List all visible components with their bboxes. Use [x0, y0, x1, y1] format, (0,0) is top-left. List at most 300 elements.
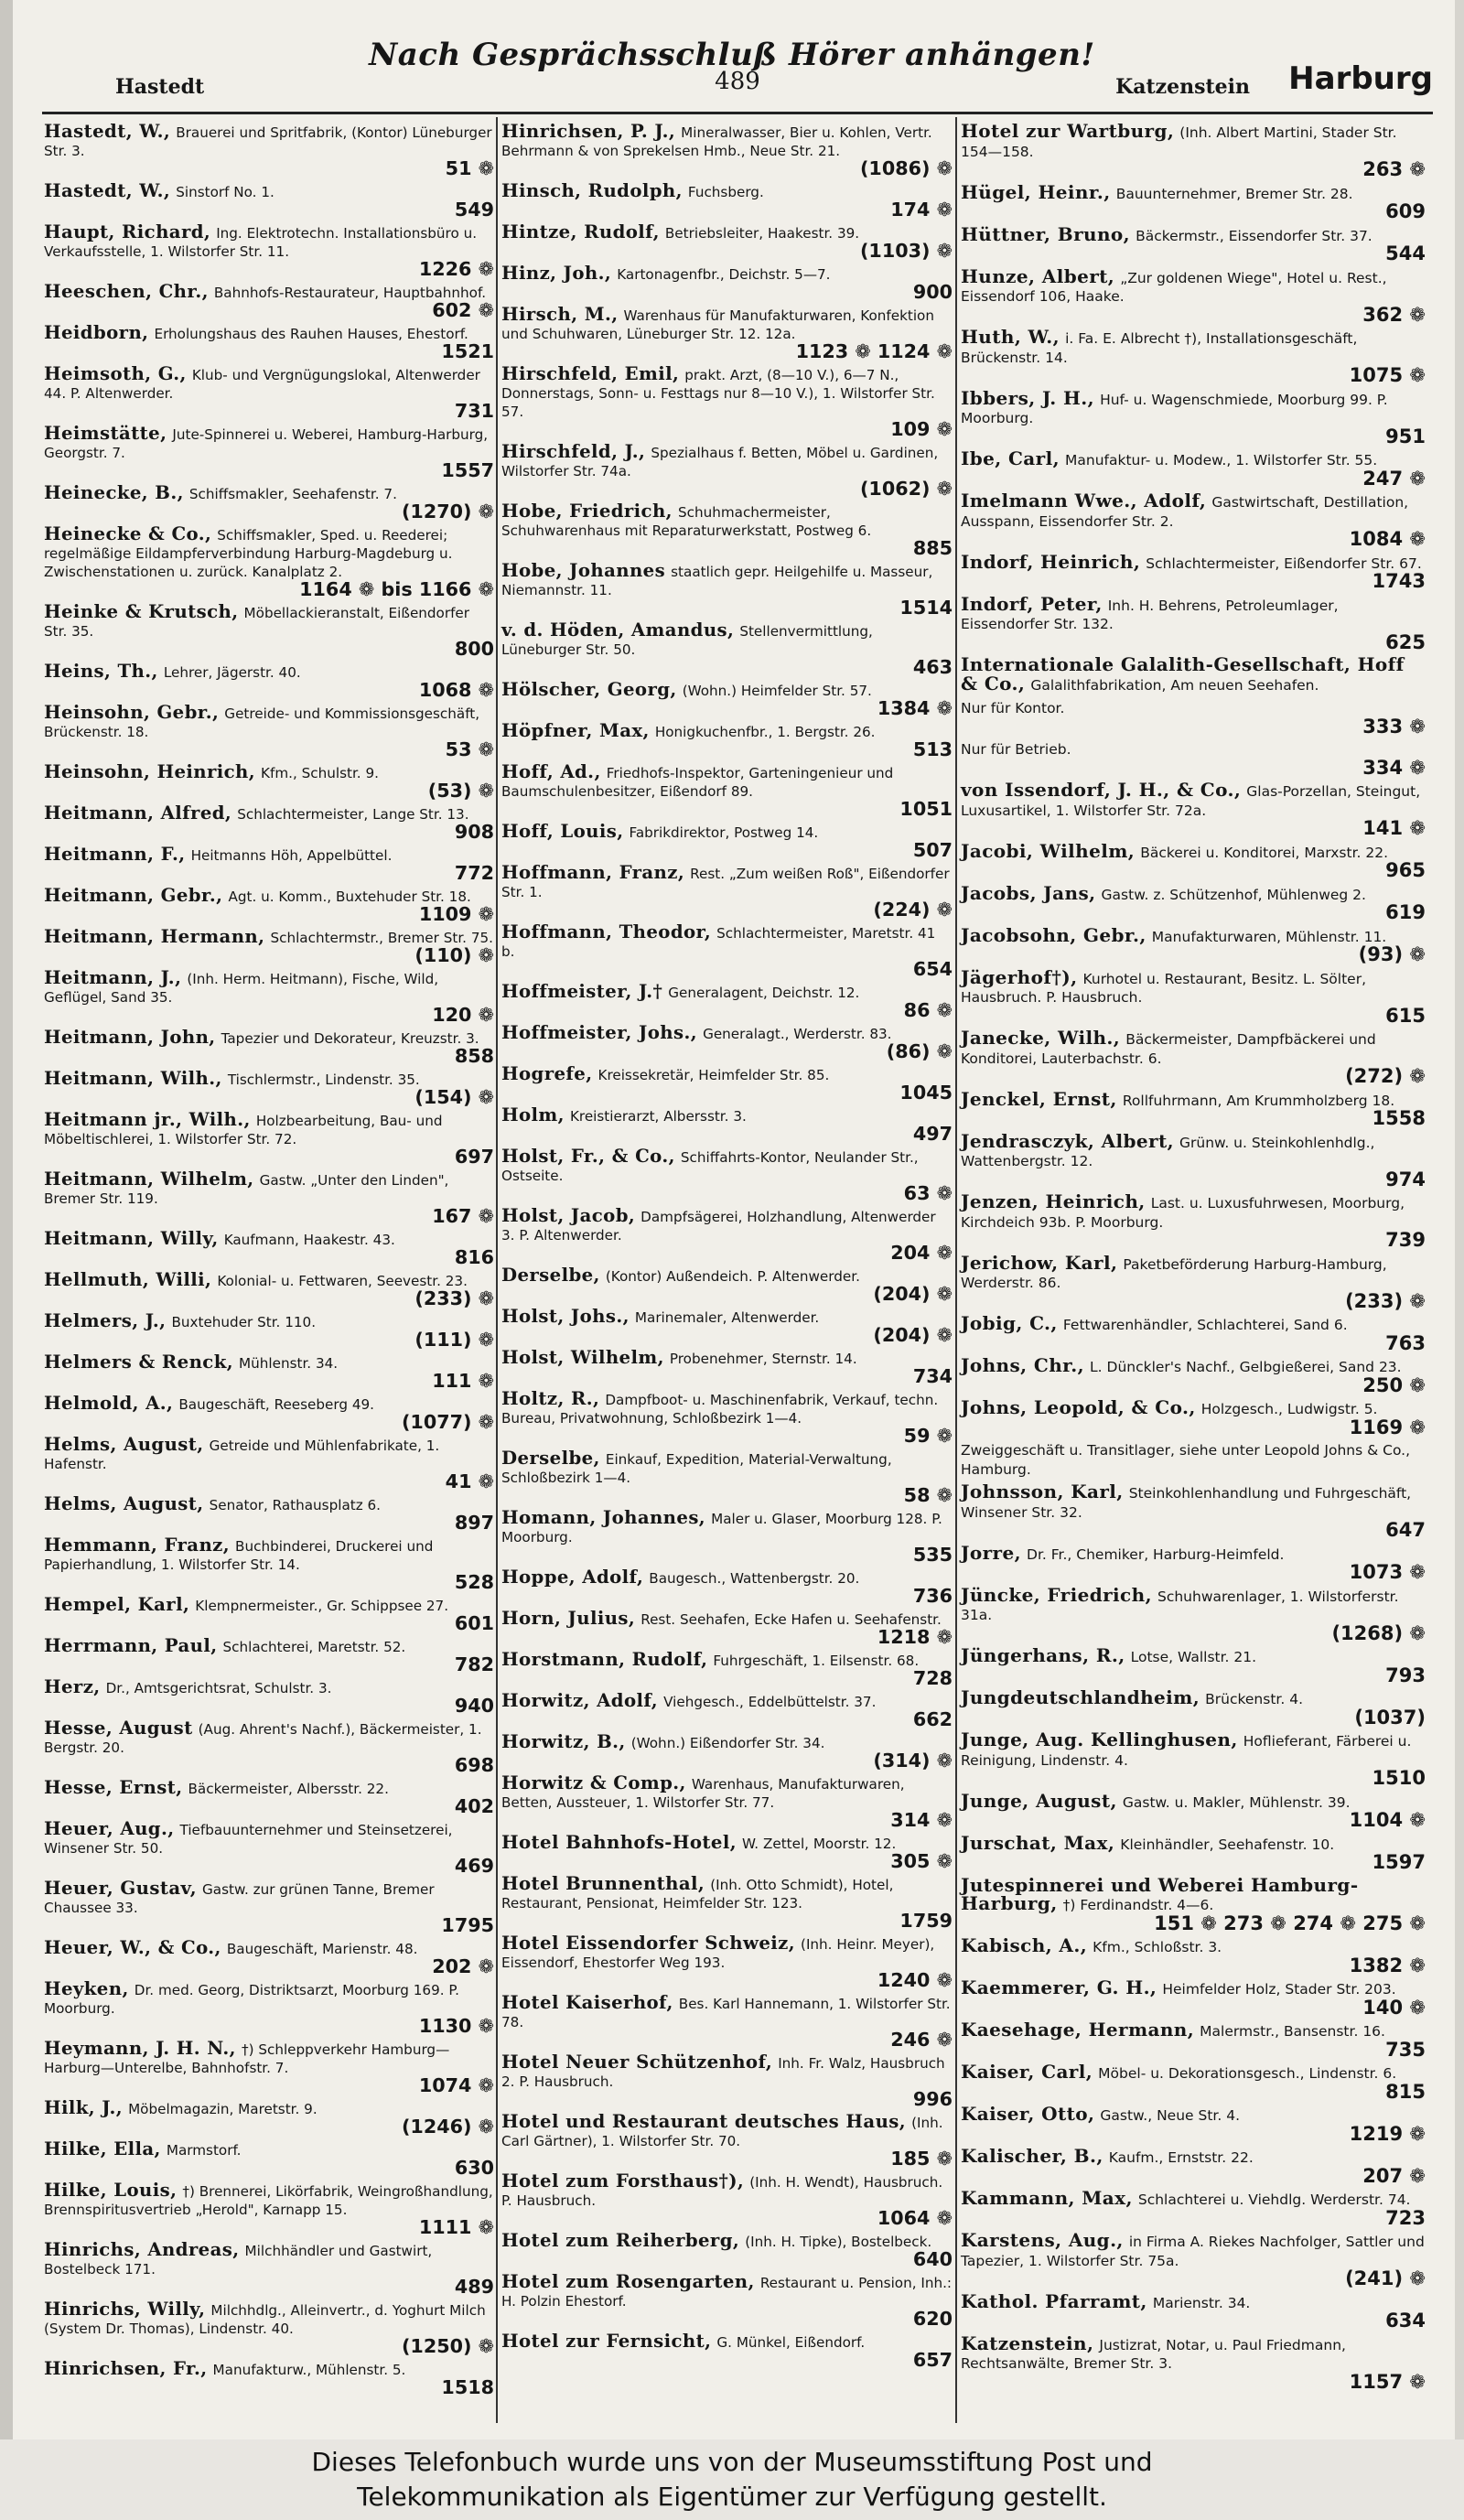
directory-entry	[44, 2360, 494, 2396]
phone-number: 723	[1385, 2206, 1426, 2229]
phone-number: 640	[912, 2248, 953, 2270]
directory-entry	[501, 1934, 953, 1989]
phone-number: 1384 ❁	[877, 697, 953, 719]
directory-entry	[961, 1087, 1426, 1129]
entry-details: Schlachterei, Maretstr. 52.	[222, 1639, 406, 1655]
entry-details: Gastwirtschaft, Destillation, Ausspann, Eissendorfer Str. 2.	[961, 494, 1409, 530]
directory-entry	[961, 264, 1426, 326]
directory-entry	[44, 1495, 494, 1532]
entry-name: Hotel zum Rosengarten,	[501, 2271, 755, 2292]
directory-entry	[44, 365, 494, 420]
directory-entry	[501, 1308, 953, 1344]
phone-number: 1123 ❁ 1124 ❁	[795, 340, 953, 362]
phone-number: 544	[1385, 242, 1426, 264]
phone-number: 885	[912, 537, 953, 559]
phone-number: (272) ❁	[1345, 1065, 1426, 1087]
phone-number: 965	[1385, 859, 1426, 881]
entry-name: Hotel Bahnhofs-Hotel,	[501, 1832, 737, 1853]
entry-name: Heitmann, F.,	[44, 844, 186, 865]
entry-name: Hoppe, Adolf,	[501, 1567, 644, 1588]
directory-entry	[44, 1230, 494, 1266]
phone-number: 535	[912, 1544, 953, 1566]
directory-entry	[961, 1728, 1426, 1789]
directory-entry	[44, 2181, 494, 2236]
directory-entry	[44, 182, 494, 219]
directory-entry	[961, 2021, 1426, 2059]
entry-details: Schlachtermeister, Eißendorfer Str. 67.	[1146, 555, 1422, 572]
phone-number: 469	[454, 1855, 494, 1877]
directory-entry	[961, 2187, 1426, 2229]
entry-details: Baugeschäft, Marienstr. 48.	[226, 1941, 418, 1957]
entry-details: (Wohn.) Heimfelder Str. 57.	[682, 683, 872, 699]
entry-name: Jungdeutschlandheim,	[961, 1686, 1200, 1708]
directory-entry	[961, 1190, 1426, 1251]
entry-name: Heimstätte,	[44, 423, 167, 444]
phone-number: 246 ❁	[890, 2029, 953, 2051]
phone-number: 772	[454, 862, 494, 884]
phone-number: 940	[454, 1695, 494, 1717]
directory-entry	[501, 1774, 953, 1829]
entry-name: Jobig, C.,	[961, 1312, 1058, 1334]
entry-details: Hoflieferant, Färberei u. Reinigung, Lindenstr. 4.	[961, 1733, 1412, 1769]
entry-details: (Inh. Heinr. Meyer), Eissendorf, Ehestorfer Weg 193.	[501, 1936, 935, 1971]
directory-entry	[44, 2241, 494, 2296]
entry-name: Jenzen, Heinrich,	[961, 1190, 1146, 1212]
directory-entry	[44, 1312, 494, 1349]
directory-entry	[44, 1028, 494, 1065]
directory-entry	[501, 306, 953, 361]
entry-name: Hügel, Heinr.,	[961, 180, 1111, 203]
entry-details: Viehgesch., Eddelbüttelstr. 37.	[663, 1694, 877, 1710]
entry-details: L. Dünckler's Nachf., Gelbgießerei, Sand 23.	[1090, 1359, 1402, 1375]
entry-name: Kabisch, A.,	[961, 1934, 1088, 1956]
entry-name: Derselbe,	[501, 1448, 600, 1469]
entry-name: Hinsch, Rudolph,	[501, 180, 683, 201]
entry-details: Agt. u. Komm., Buxtehuder Str. 18.	[228, 888, 471, 905]
entry-name: Hinrichsen, P. J.,	[501, 121, 676, 142]
entry-details: Rest. Seehafen, Ecke Hafen u. Seehafenstr.	[640, 1611, 942, 1628]
directory-entry	[501, 763, 953, 818]
directory-entry	[501, 2332, 953, 2369]
phone-number: (1270) ❁	[401, 501, 494, 522]
entry-name: Hesse, August	[44, 1718, 193, 1739]
entry-details: †) Ferdinandstr. 4—6.	[1062, 1897, 1214, 1913]
phone-number: 1558	[1372, 1107, 1426, 1129]
entry-details: Schiffahrts-Kontor, Neulander Str., Ostseite.	[501, 1149, 919, 1184]
entry-name: Hoffmann, Theodor,	[501, 921, 712, 942]
entry-name: Karstens, Aug.,	[961, 2229, 1124, 2251]
entry-details: Getreide und Mühlenfabrikate, 1. Hafenstr.	[44, 1438, 440, 1472]
phone-number: 41 ❁	[445, 1470, 494, 1492]
directory-entry	[44, 804, 494, 841]
entry-name: Hogrefe,	[501, 1063, 593, 1084]
directory-entry	[501, 1349, 953, 1385]
page-number: 489	[715, 68, 760, 95]
phone-number: 619	[1385, 901, 1426, 923]
directory-entry	[961, 740, 1426, 777]
entry-name: Huth, W.,	[961, 326, 1060, 348]
directory-entry	[44, 2300, 494, 2355]
entry-details: Kartonagenfbr., Deichstr. 5—7.	[617, 266, 831, 283]
entry-name: Helms, August,	[44, 1493, 204, 1514]
directory-entry	[501, 1651, 953, 1687]
entry-details: in Firma A. Riekes Nachfolger, Sattler und Tapezier, 1. Wilstorfer Str. 75a.	[961, 2234, 1425, 2269]
entry-name: v. d. Höden, Amandus,	[501, 619, 735, 641]
directory-entry	[501, 864, 953, 919]
entry-name: Heinecke, B.,	[44, 482, 184, 503]
entry-details: Möbel- u. Dekorationsgesch., Lindenstr. 6.	[1098, 2065, 1397, 2082]
entry-details: Restaurant u. Pension, Inh.: H. Polzin Ehestorf.	[501, 2275, 953, 2310]
directory-entry	[44, 223, 494, 278]
entry-details: Holzgesch., Ludwigstr. 5.	[1200, 1401, 1378, 1417]
directory-entry	[961, 550, 1426, 592]
phone-number: 615	[1385, 1004, 1426, 1027]
entry-name: Hoff, Louis,	[501, 821, 624, 842]
entry-name: Kaiser, Otto,	[961, 2103, 1095, 2125]
phone-number: 1743	[1372, 570, 1426, 592]
phone-number: 816	[454, 1246, 494, 1268]
directory-entry	[961, 699, 1426, 736]
phone-number: 815	[1385, 2080, 1426, 2103]
directory-entry	[501, 443, 953, 498]
entry-name: Hinrichs, Willy,	[44, 2299, 206, 2320]
directory-entry	[501, 2172, 953, 2227]
entry-details: Klempnermeister., Gr. Schippsee 27.	[195, 1598, 449, 1614]
entry-name: Ibe, Carl,	[961, 447, 1060, 469]
entry-details: Probenehmer, Sternstr. 14.	[669, 1351, 857, 1367]
entry-name: Horwitz, Adolf,	[501, 1690, 659, 1711]
phone-number: 1795	[441, 1914, 494, 1936]
entry-details: (Inh. Albert Martini, Stader Str. 154—158.	[961, 124, 1397, 160]
phone-number: 63 ❁	[903, 1182, 953, 1204]
phone-number: (314) ❁	[873, 1750, 953, 1772]
entry-name: Hotel zum Reiherberg,	[501, 2230, 740, 2251]
entry-name: Heimsoth, G.,	[44, 363, 187, 384]
entry-details: (Inh. Herm. Heitmann), Fische, Wild, Geflügel, Sand 35.	[44, 971, 439, 1006]
phone-number: 250 ❁	[1362, 1373, 1426, 1396]
directory-entry	[44, 525, 494, 598]
header-right-catchword: Katzenstein	[1115, 75, 1250, 99]
entry-details: Lehrer, Jägerstr. 40.	[163, 664, 301, 681]
directory-entry	[501, 2113, 953, 2168]
entry-name: Hoffmeister, J.†	[501, 981, 663, 1002]
phone-number: (1103) ❁	[859, 240, 953, 262]
phone-number: 204 ❁	[890, 1242, 953, 1264]
phone-number: (1077) ❁	[401, 1411, 494, 1433]
directory-entry	[44, 1820, 494, 1875]
entry-name: Hirsch, M.,	[501, 304, 619, 325]
entry-name: Heitmann, Alfred,	[44, 802, 232, 824]
directory-entry	[501, 2273, 953, 2328]
phone-number: 1557	[441, 459, 494, 481]
phone-number: 908	[454, 821, 494, 843]
entry-name: Kaiser, Carl,	[961, 2061, 1093, 2083]
directory-entry	[961, 1441, 1426, 1479]
entry-name: Heitmann, J.,	[44, 967, 182, 988]
phone-number: 86 ❁	[903, 999, 953, 1021]
phone-number: 735	[1385, 2038, 1426, 2061]
entry-details: Justizrat, Notar, u. Paul Friedmann, Rechtsanwälte, Bremer Str. 3.	[961, 2336, 1346, 2372]
directory-entry	[501, 1692, 953, 1728]
entry-details: Jute-Spinnerei u. Weberei, Hamburg-Harburg, Georgstr. 7.	[44, 426, 489, 461]
entry-name: Hellmuth, Willi,	[44, 1269, 212, 1290]
phone-number: 167 ❁	[432, 1205, 494, 1227]
entry-name: Jendrasczyk, Albert,	[961, 1129, 1174, 1152]
entry-details: Schuhmachermeister, Schuhwarenhaus mit Reparaturwerkstatt, Postweg 6.	[501, 504, 872, 539]
entry-details: Kaufm., Ernststr. 22.	[1108, 2149, 1254, 2166]
entry-name: Heuer, W., & Co.,	[44, 1937, 221, 1958]
entry-details: Senator, Rathausplatz 6.	[209, 1497, 382, 1513]
entry-details: Einkauf, Expedition, Material-Verwaltung, Schloßbezirk 1—4.	[501, 1451, 892, 1486]
directory-entry	[44, 425, 494, 479]
entry-details: Milchhdlg., Alleinvertr., d. Yoghurt Milch (System Dr. Thomas), Lindenstr. 40.	[44, 2302, 486, 2337]
entry-name: Horstmann, Rudolf,	[501, 1649, 708, 1670]
entry-details: Baugesch., Wattenbergstr. 20.	[649, 1570, 860, 1587]
directory-entry	[44, 1353, 494, 1390]
directory-entry	[961, 1251, 1426, 1312]
directory-entry	[44, 1395, 494, 1431]
entry-name: Jutespinnerei und Weberei Hamburg-Harburg,	[961, 1873, 1359, 1914]
entry-name: Hesse, Ernst,	[44, 1777, 183, 1798]
phone-number: 151 ❁ 273 ❁ 274 ❁ 275 ❁	[1154, 1912, 1426, 1934]
directory-entry	[501, 1065, 953, 1102]
directory-entry	[44, 928, 494, 964]
entry-name: Hilke, Ella,	[44, 2138, 161, 2159]
entry-details: Inh. H. Behrens, Petroleumlager, Eissendorfer Str. 132.	[961, 597, 1339, 632]
entry-details: Schlachtermeister, Lange Str. 13.	[237, 806, 469, 823]
entry-name: Helmers & Renck,	[44, 1352, 233, 1373]
entry-name: Johnsson, Karl,	[961, 1481, 1124, 1502]
phone-number: 782	[454, 1653, 494, 1675]
entry-details: (Wohn.) Eißendorfer Str. 34.	[630, 1735, 825, 1751]
phone-number: 1521	[441, 340, 494, 362]
phone-number: (1246) ❁	[401, 2116, 494, 2138]
phone-number: 247 ❁	[1362, 467, 1426, 490]
phone-number: 1240 ❁	[877, 1969, 953, 1991]
entry-details: Fuchsberg.	[687, 184, 764, 200]
entry-name: Johns, Chr.,	[961, 1354, 1084, 1376]
directory-entry	[44, 484, 494, 521]
entry-details: Schlachterei u. Viehdlg. Werderstr. 74.	[1137, 2192, 1411, 2208]
footer-line-1: Dieses Telefonbuch wurde uns von der Museumsstiftung Post und	[311, 2447, 1153, 2477]
directory-entry	[961, 1483, 1426, 1540]
entry-details: Glas-Porzellan, Steingut, Luxusartikel, 1. Wilstorfer Str. 72a.	[961, 783, 1421, 819]
phone-number: 1518	[441, 2376, 494, 2398]
directory-entry	[961, 492, 1426, 549]
entry-details: Maler u. Glaser, Moorburg 128. P. Moorburg.	[501, 1511, 942, 1545]
directory-entry	[501, 1568, 953, 1605]
directory-entry	[501, 1610, 953, 1646]
entry-details: Warenhaus für Manufakturwaren, Konfektion und Schuhwaren, Lüneburger Str. 12. 12a.	[501, 307, 934, 342]
entry-name: Internationale Galalith-Gesellschaft, Hoff & Co.,	[961, 653, 1405, 695]
entry-name: von Issendorf, J. H., & Co.,	[961, 779, 1242, 801]
entry-details: Klub- und Vergnügungslokal, Altenwerder 44. P. Altenwerder.	[44, 367, 480, 402]
column-1	[44, 123, 494, 2401]
phone-number: 736	[912, 1585, 953, 1607]
phone-number: (204) ❁	[873, 1283, 953, 1305]
phone-number: 630	[454, 2157, 494, 2179]
directory-entry	[44, 603, 494, 658]
entry-details: Bäckermstr., Eissendorfer Str. 37.	[1136, 227, 1372, 244]
entry-details: Buchbinderei, Druckerei und Papierhandlung, 1. Wilstorfer Str. 14.	[44, 1538, 434, 1573]
entry-name: Kaemmerer, G. H.,	[961, 1976, 1157, 1998]
directory-entry	[501, 2232, 953, 2268]
phone-number: 657	[912, 2349, 953, 2371]
page-notice: Nach Gesprächsschluß Hörer anhängen!	[369, 37, 1095, 73]
entry-details: Kolonial- u. Fettwaren, Seevestr. 23.	[217, 1273, 468, 1289]
entry-name: Heinke & Krutsch,	[44, 601, 239, 622]
phone-number: 1382 ❁	[1349, 1954, 1426, 1976]
directory-entry	[961, 781, 1426, 838]
phone-number: 402	[454, 1795, 494, 1817]
entry-name: Hempel, Karl,	[44, 1594, 190, 1615]
page-header	[42, 60, 1433, 104]
directory-entry	[501, 722, 953, 759]
entry-name: Hunze, Albert,	[961, 264, 1115, 287]
phone-number: 800	[454, 638, 494, 660]
header-left-catchword: Hastedt	[115, 75, 205, 99]
phone-number: 734	[912, 1365, 953, 1387]
phone-number: 314 ❁	[890, 1809, 953, 1831]
entry-name: Horn, Julius,	[501, 1608, 636, 1629]
entry-name: Hotel Kaiserhof,	[501, 1992, 673, 2013]
entry-details: Brückenstr. 4.	[1205, 1691, 1304, 1707]
phone-number: 625	[1385, 630, 1426, 653]
phone-number: 362 ❁	[1362, 303, 1426, 326]
directory-entry	[501, 182, 953, 219]
scan-edge-left	[0, 0, 13, 2439]
directory-entry	[501, 621, 953, 676]
entry-details: Gastw. z. Schützenhof, Mühlenweg 2.	[1101, 886, 1366, 903]
directory-entry	[501, 1266, 953, 1303]
entry-name: Heitmann, Gebr.,	[44, 885, 223, 906]
entry-name: Hoff, Ad.,	[501, 761, 601, 782]
entry-details: staatlich gepr. Heilgehilfe u. Masseur, Niemannstr. 11.	[501, 564, 933, 598]
phone-number: 602 ❁	[432, 299, 494, 321]
phone-number: 185 ❁	[890, 2148, 953, 2170]
directory-entry	[44, 704, 494, 759]
entry-details: (Aug. Ahrent's Nachf.), Bäckermeister, 1. Bergstr. 20.	[44, 1721, 482, 1756]
entry-details: Kurhotel u. Restaurant, Besitz. L. Sölter, Hausbruch. P. Hausbruch.	[961, 970, 1366, 1006]
entry-details: „Zur goldenen Wiege", Hotel u. Rest., Eissendorf 106, Haake.	[961, 269, 1387, 305]
entry-name: Helmers, J.,	[44, 1310, 167, 1331]
entry-name: Heitmann, John,	[44, 1027, 216, 1048]
directory-entry	[961, 1789, 1426, 1831]
phone-number: 1073 ❁	[1349, 1561, 1426, 1583]
phone-number: 1075 ❁	[1349, 364, 1426, 386]
entry-name: Holst, Jacob,	[501, 1205, 636, 1226]
entry-details: Bes. Karl Hannemann, 1. Wilstorfer Str. 78.	[501, 1996, 951, 2030]
phone-number: 111 ❁	[432, 1370, 494, 1392]
directory-entry	[501, 1147, 953, 1202]
directory-entry	[44, 1170, 494, 1225]
entry-name: Hilk, J.,	[44, 2097, 124, 2118]
entry-details: Schlachtermstr., Bremer Str. 75.	[270, 930, 493, 946]
phone-number: 53 ❁	[445, 738, 494, 760]
phone-number: 1064 ❁	[877, 2207, 953, 2229]
entry-details: Mühlenstr. 34.	[239, 1355, 339, 1372]
entry-details: Buxtehuder Str. 110.	[171, 1314, 317, 1330]
entry-name: Kammann, Max,	[961, 2187, 1133, 2209]
phone-number: 58 ❁	[903, 1484, 953, 1506]
entry-name: Hastedt, W.,	[44, 121, 171, 142]
entry-details: Schuhwarenlager, 1. Wilstorferstr. 31a.	[961, 1588, 1399, 1623]
entry-name: Höpfner, Max,	[501, 720, 650, 741]
entry-name: Hastedt, W.,	[44, 180, 171, 201]
directory-entry	[44, 1436, 494, 1491]
phone-number: (241) ❁	[1345, 2267, 1426, 2289]
entry-details: Tiefbauunternehmer und Steinsetzerei, Winsener Str. 50.	[44, 1822, 453, 1857]
directory-entry	[961, 2289, 1426, 2332]
entry-name: Kalischer, B.,	[961, 2145, 1103, 2167]
directory-entry	[501, 1509, 953, 1564]
entry-details: Dr., Amtsgerichtsrat, Schulstr. 3.	[105, 1680, 332, 1696]
entry-details: Honigkuchenfbr., 1. Bergstr. 26.	[654, 724, 876, 740]
phone-number: 334 ❁	[1362, 756, 1426, 779]
entry-details: Ing. Elektrotechn. Installationsbüro u. Verkaufsstelle, 1. Wilstorfer Str. 11.	[44, 225, 478, 260]
directory-entry	[501, 681, 953, 717]
entry-details: Bäckerei u. Konditorei, Marxstr. 22.	[1140, 844, 1389, 861]
directory-entry	[44, 1536, 494, 1591]
entry-name: Haupt, Richard,	[44, 221, 211, 242]
entry-name: Jüncke, Friedrich,	[961, 1583, 1152, 1606]
entry-details: Bauunternehmer, Bremer Str. 28.	[1115, 185, 1353, 202]
directory-entry	[961, 1129, 1426, 1190]
entry-details: (Inh. Otto Schmidt), Hotel, Restaurant, Pensionat, Heimfelder Str. 123.	[501, 1877, 894, 1912]
entry-name: Hinrichs, Andreas,	[44, 2239, 240, 2260]
entry-details: Schiffsmakler, Sped. u. Reederei; regelmäßige Eildampferverbindung Harburg-Magdeburg u. Zwischenstationen u. zurück. Kanalplatz 2.	[44, 527, 453, 580]
entry-name: Heyken,	[44, 1978, 129, 1999]
directory-entry	[44, 1637, 494, 1674]
phone-number: 263 ❁	[1362, 158, 1426, 180]
entry-details: Heimfelder Holz, Stader Str. 203.	[1162, 1981, 1396, 1998]
directory-entry	[961, 592, 1426, 653]
entry-details: Holzbearbeitung, Bau- und Möbeltischlerei, 1. Wilstorfer Str. 72.	[44, 1113, 443, 1147]
entry-name: Herrmann, Paul,	[44, 1635, 218, 1656]
entry-name: Indorf, Peter,	[961, 592, 1103, 615]
directory-entry	[961, 1396, 1426, 1438]
entry-name: Hotel Neuer Schützenhof,	[501, 2052, 773, 2073]
directory-entry	[961, 2332, 1426, 2393]
phone-number: 333 ❁	[1362, 715, 1426, 738]
phone-number: 601	[454, 1612, 494, 1634]
entry-name: Ibbers, J. H.,	[961, 386, 1095, 409]
entry-details: Gastw., Neue Str. 4.	[1100, 2107, 1241, 2124]
entry-name: Junge, Aug. Kellinghusen,	[961, 1728, 1238, 1750]
phone-number: 654	[912, 958, 953, 980]
directory-entry	[501, 1024, 953, 1061]
entry-details: Gastw. u. Makler, Mühlenstr. 39.	[1122, 1793, 1351, 1811]
entry-name: Holst, Wilhelm,	[501, 1347, 664, 1368]
entry-details: Manufakturwaren, Mühlenstr. 11.	[1151, 928, 1387, 945]
directory-entry	[501, 1106, 953, 1143]
entry-name: Hobe, Johannes	[501, 560, 666, 581]
phone-number: 1759	[899, 1910, 953, 1932]
entry-details: Betriebsleiter, Haakestr. 39.	[664, 225, 860, 242]
entry-name: Hinrichsen, Fr.,	[44, 2358, 208, 2379]
directory-entry	[501, 1733, 953, 1770]
header-rule	[42, 112, 1433, 114]
entry-details: Warenhaus, Manufakturwaren, Betten, Aussteuer, 1. Wilstorfer Str. 77.	[501, 1776, 905, 1811]
phone-number: (1062) ❁	[859, 478, 953, 500]
entry-name: Hölscher, Georg,	[501, 679, 677, 700]
entry-details: Gastw. „Unter den Linden", Bremer Str. 119.	[44, 1172, 449, 1207]
phone-number: 697	[454, 1146, 494, 1168]
entry-name: Hinz, Joh.,	[501, 263, 612, 284]
entry-details: Bäckermeister, Dampfbäckerei und Konditorei, Lauterbachstr. 6.	[961, 1031, 1376, 1067]
entry-details: †) Schleppverkehr Hamburg—Harburg—Unterelbe, Bahnhofstr. 7.	[44, 2041, 450, 2076]
entry-name: Heeschen, Chr.,	[44, 281, 209, 302]
